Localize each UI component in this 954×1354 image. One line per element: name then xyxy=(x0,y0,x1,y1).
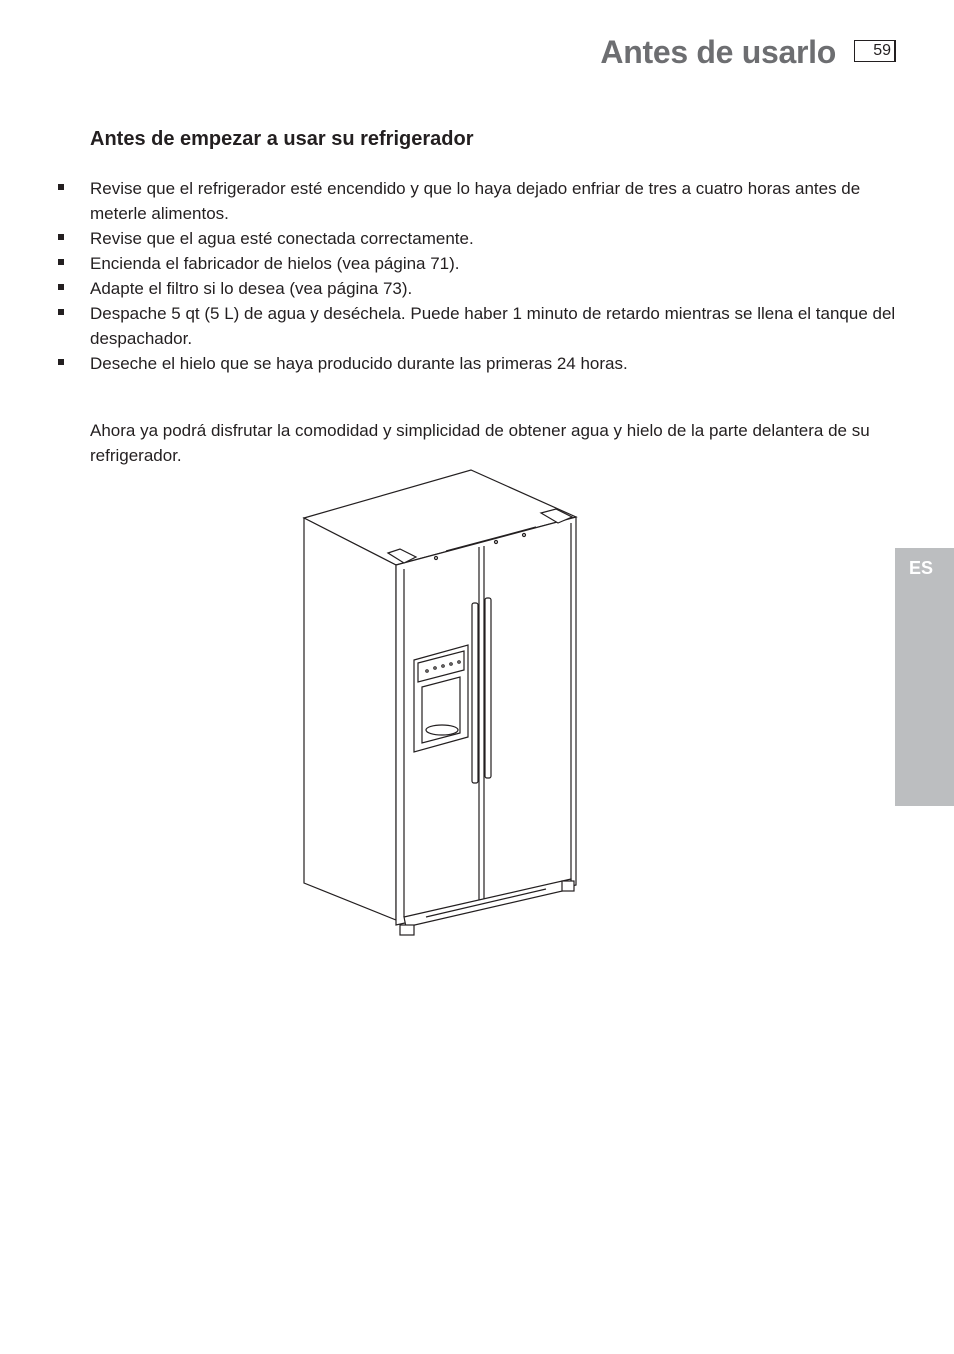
bullet-square-icon xyxy=(58,284,64,290)
list-item-text: Adapte el filtro si lo desea (vea página 73). xyxy=(90,279,413,298)
bullet-square-icon xyxy=(58,309,64,315)
refrigerator-illustration xyxy=(296,465,586,945)
language-label: ES xyxy=(909,558,934,578)
bullet-square-icon xyxy=(58,259,64,265)
list-item-text: Despache 5 qt (5 L) de agua y deséchela. Puede haber 1 minuto de retardo mientras se llena el tanque del despachador. xyxy=(90,304,896,348)
bullet-square-icon xyxy=(58,359,64,365)
list-item-text: Revise que el agua esté conectada correctamente. xyxy=(90,229,474,248)
bullet-square-icon xyxy=(58,234,64,240)
section-heading: Antes de empezar a usar su refrigerador xyxy=(90,128,474,150)
page-number: 59 xyxy=(854,40,896,62)
list-item xyxy=(56,301,896,351)
list-item-text: Revise que el refrigerador esté encendido y que lo haya dejado enfriar de tres a cuatro horas antes de meterle alimentos. xyxy=(90,179,861,223)
page-title: Antes de usarlo xyxy=(600,34,836,70)
list-item xyxy=(56,176,896,226)
list-item xyxy=(56,276,896,301)
bullet-square-icon xyxy=(58,184,64,190)
page-header xyxy=(600,30,896,74)
closing-paragraph: Ahora ya podrá disfrutar la comodidad y simplicidad de obtener agua y hielo de la parte delantera de su refrigerador. xyxy=(90,421,870,465)
checklist xyxy=(56,176,896,376)
list-item-text: Deseche el hielo que se haya producido durante las primeras 24 horas. xyxy=(90,354,628,373)
list-item xyxy=(56,251,896,276)
language-tab xyxy=(895,548,954,806)
list-item-text: Encienda el fabricador de hielos (vea página 71). xyxy=(90,254,460,273)
list-item xyxy=(56,226,896,251)
list-item xyxy=(56,351,896,376)
